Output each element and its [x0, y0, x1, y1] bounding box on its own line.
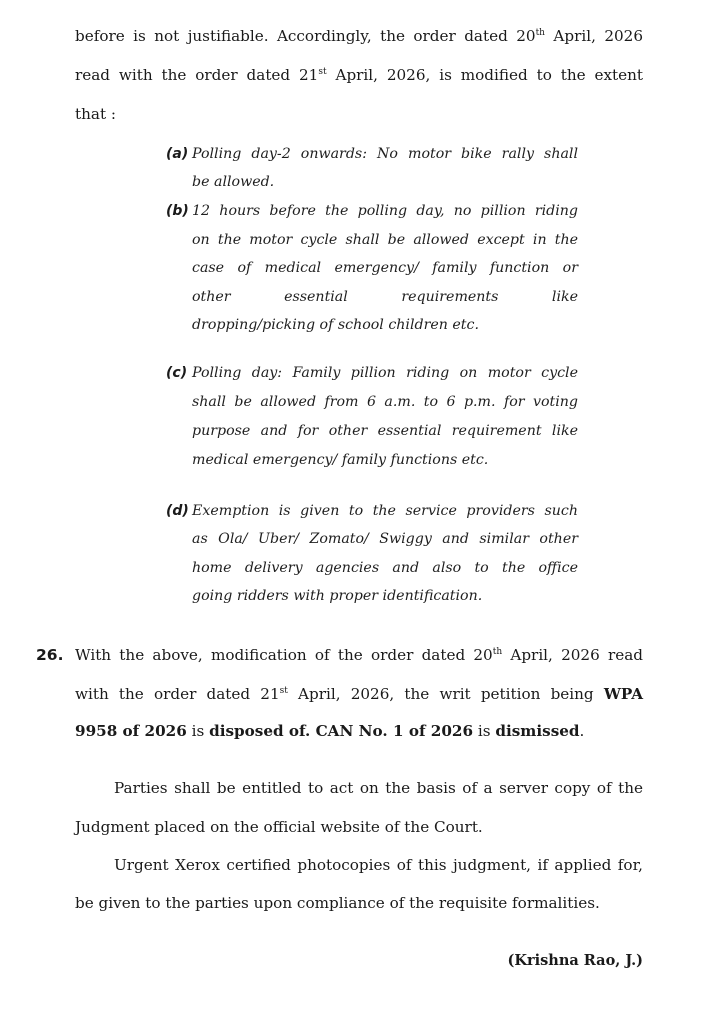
- case-number-bold: 9958 of 2026: [75, 722, 187, 740]
- item-d-line: going ridders with proper identification.: [192, 588, 483, 604]
- closing-p2-line-1: Urgent Xerox certified photocopies of this judgment, if applied for,: [114, 856, 643, 874]
- closing-p1-line-1: Parties shall be entitled to act on the basis of a server copy of the: [114, 779, 643, 797]
- text: .: [579, 722, 585, 740]
- judge-signature: (Krishna Rao, J.): [507, 952, 643, 969]
- item-a-line: be allowed.: [192, 174, 275, 190]
- text: is: [186, 722, 210, 740]
- item-d-line: Exemption is given to the service providers such: [192, 503, 578, 519]
- item-a-line: Polling day-2 onwards: No motor bike rally shall: [192, 146, 578, 162]
- text: before is not justifiable. Accordingly, the order dated 20: [75, 27, 536, 45]
- item-d-line: home delivery agencies and also to the office: [192, 560, 578, 576]
- closing-p1-line-2: Judgment placed on the official website of the Court.: [75, 818, 483, 836]
- text: With the above, modification of the order dated 20: [75, 646, 493, 664]
- para26-line-2: [75, 684, 643, 704]
- closing-p2-line-2: be given to the parties upon compliance of the requisite formalities.: [75, 894, 600, 912]
- superscript: th: [535, 28, 545, 38]
- para26-line-1: [75, 645, 643, 665]
- text: April, 2026, is modified to the extent: [326, 66, 643, 84]
- intro-line-1: [75, 26, 643, 46]
- dismissed-bold: dismissed: [495, 722, 580, 740]
- item-c-line: purpose and for other essential requirement like: [192, 423, 578, 439]
- item-a-label: (a): [166, 146, 189, 162]
- item-b-line: case of medical emergency/ family function or: [192, 260, 578, 276]
- item-b-label: (b): [166, 203, 189, 219]
- item-b-line: dropping/picking of school children etc.: [192, 317, 479, 333]
- item-c-line: shall be allowed from 6 a.m. to 6 p.m. for voting: [192, 394, 578, 410]
- text: April, 2026 read: [502, 646, 643, 664]
- superscript: th: [492, 647, 503, 657]
- item-b-line: other essential requirements like: [192, 289, 578, 305]
- item-b-line: 12 hours before the polling day, no pillion riding: [192, 203, 578, 219]
- case-number-bold: WPA: [603, 685, 643, 703]
- disposal-bold: disposed of. CAN No. 1 of 2026: [209, 722, 474, 740]
- superscript: st: [318, 67, 327, 77]
- superscript: st: [279, 686, 288, 696]
- text: April, 2026: [544, 27, 643, 45]
- item-c-label: (c): [166, 365, 188, 381]
- text: read with the order dated 21: [75, 66, 319, 84]
- text: with the order dated 21: [75, 685, 280, 703]
- para26-line-3: [75, 721, 584, 741]
- intro-line-3: that :: [75, 105, 116, 123]
- item-b-line: on the motor cycle shall be allowed except in the: [192, 232, 578, 248]
- item-d-label: (d): [166, 503, 189, 519]
- item-d-line: as Ola/ Uber/ Zomato/ Swiggy and similar other: [192, 531, 578, 547]
- paragraph-number: 26.: [36, 646, 64, 664]
- text: is: [473, 722, 496, 740]
- item-c-line: medical emergency/ family functions etc.: [192, 452, 489, 468]
- text: April, 2026, the writ petition being: [287, 685, 604, 703]
- item-c-line: Polling day: Family pillion riding on motor cycle: [192, 365, 578, 381]
- intro-line-2: [75, 65, 643, 85]
